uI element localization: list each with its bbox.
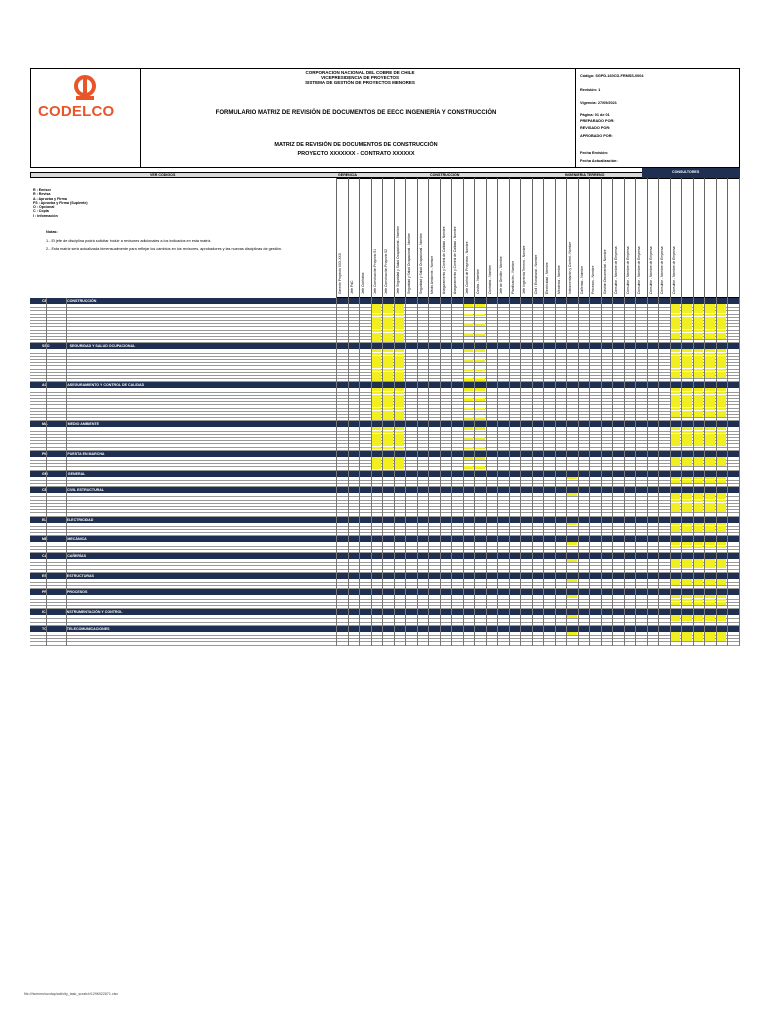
column-header: Consultor - Nombre de Empresa [614,246,618,294]
grid-line [727,298,728,646]
codelco-logo-icon [70,74,100,102]
section-code: CA [42,554,48,558]
section-name: TELECOMUNICACIONES [66,626,110,631]
column-divider [624,178,625,298]
column-divider [486,178,487,298]
grid-line [451,298,452,646]
matrix-cell-marked [394,339,405,342]
column-header: Planificación - Nombre [510,260,515,294]
column-divider [739,178,740,298]
column-divider [336,178,337,298]
section-name: ELECTRICIDAD [66,517,94,522]
column-header: Costos - Nombre [476,269,480,294]
matrix-cell-marked [371,378,382,381]
matrix-cell-marked [463,417,474,420]
column-header: Consultor - Nombre de Empresa [671,246,676,294]
grid-line [566,298,567,646]
grid-line [486,298,487,646]
section-name: CONSTRUCCIÓN [67,299,97,303]
legend-item: C : Copia [33,209,49,214]
column-header: Civil / Estructural - Nombre [533,254,538,294]
matrix-cell-marked [474,447,485,450]
column-divider [371,178,372,298]
grid-line [474,298,475,646]
section-name: INSTRUMENTACIÓN Y CONTROL [65,610,123,615]
column-header: Gerente Proyecto XXX-XXX [338,252,342,294]
column-divider [509,178,510,298]
matrix-cell-marked [394,466,405,469]
section-code: MA [42,422,48,427]
consultores-label: CONSULTORES [672,170,700,174]
grid-line [578,298,579,646]
column-divider [428,178,429,298]
column-header: Gestión Documental - Nombre [602,249,607,294]
column-divider [348,178,349,298]
matrix-cell-marked [382,447,393,450]
matrix-cell-marked [382,466,393,469]
matrix-cell-marked [371,417,382,420]
grid-line [624,298,625,646]
matrix-cell-marked [371,339,382,342]
grid-line [463,298,464,646]
column-header: Jefe Construcción Proyecto 02 [384,249,388,294]
section-name: SEGURIDAD Y SALUD OCUPACIONAL [69,344,136,349]
column-divider [601,178,602,298]
gerencia-label: GERENCIA [338,173,357,177]
grid-line [670,298,671,646]
aprobado-por: APROBADO POR: [580,134,613,138]
column-divider [693,178,694,298]
fecha-actualizacion: Fecha Actualización: [580,159,618,163]
grid-line [589,298,590,646]
matrix-cell-marked [382,378,393,381]
grid-line [739,298,740,646]
column-divider [382,178,383,298]
section-name: CIVIL ESTRUCTURAL [67,488,105,493]
matrix-cell-marked [474,378,485,381]
notes-heading: Notas: [46,230,58,234]
column-header: Jefe PdC [349,280,354,294]
column-header: Aseguramiento y Control de Calidad - Nombre [453,226,457,294]
column-header: Medio Ambiente - Nombre [430,255,434,294]
column-divider [359,178,360,298]
legend-item: R : Revisa [33,192,51,197]
grid-line [612,298,613,646]
section-name: GENERAL [67,471,86,476]
column-header: Instrumentación y Control - Nombre [568,241,572,294]
column-header: Electricidad - Nombre [545,262,549,294]
grid-line [440,298,441,646]
column-header: Jefe Seguridad y Salud Ocupacional - Nombre [395,226,400,294]
column-header: Aseguramiento y Control de Calidad - Nombre [441,226,446,294]
notes [46,230,296,252]
grid-line [693,298,694,646]
column-divider [670,178,671,298]
vigencia: Vigencia: 27/09/2021 [580,101,617,105]
footer-path: file:///scenes/scrdap/activity_task_scratch/1296922871.xlsx [24,992,119,996]
column-divider [497,178,498,298]
column-header: Jefe Control de Proyectos - Nombre [464,241,469,294]
column-divider [474,178,475,298]
grid-line [66,298,67,646]
form-title: FORMULARIO MATRIZ DE REVISIÓN DE DOCUMENTOS DE EECC INGENIERÍA Y CONSTRUCCIÓN [215,110,497,116]
section-name: MECÁNICA [67,537,87,542]
column-divider [440,178,441,298]
column-divider [555,178,556,298]
column-divider [704,178,705,298]
legend-item: A : Aprueba y Firma [33,196,67,201]
matrix-cell-marked [463,378,474,381]
section-code: TC [42,626,47,631]
ver-codigos-label: VER CÓDIGOS [150,173,176,177]
column-header: Jefe de Gestión - Nombre [499,256,503,294]
legend [33,188,88,218]
grid-line [532,298,533,646]
legend-item: O : Opcional [33,205,55,210]
column-header: Jefe Ingeniería Terreno - Nombre [522,245,526,294]
grid-line [428,298,429,646]
matrix-cell-marked [382,339,393,342]
column-divider [635,178,636,298]
column-divider [394,178,395,298]
matrix-subtitle: PROYECTO XXXXXXX - CONTRATO XXXXXX [297,151,415,157]
section-code: IC [42,610,46,615]
grid-line [46,298,47,646]
grid-line [647,298,648,646]
column-divider [417,178,418,298]
note-1: 1.- El jefe de disciplina podrá solicitar incluir a revisores adicionales a los indicados en esta matriz. [46,238,212,243]
grid-line [417,298,418,646]
grid-line [601,298,602,646]
column-header: Seguridad y Salud Ocupacional - Nombre [407,233,411,294]
column-header: Consultor - Nombre de Empresa [660,246,664,294]
column-header: Seguridad y Salud Ocupacional - Nombre [418,233,423,294]
fecha-emision: Fecha Emisión: [580,151,609,155]
matrix-cell-marked [371,466,382,469]
column-divider [578,178,579,298]
table-row [30,641,740,645]
grid-line [716,298,717,646]
logo-text: CODELCO [38,103,115,120]
column-divider [681,178,682,298]
column-divider [727,178,728,298]
grid-line [348,298,349,646]
grid-line [704,298,705,646]
section-code: EL [42,517,47,522]
grid-line [509,298,510,646]
section-code: ES [42,573,47,578]
matrix-title: MATRIZ DE REVISIÓN DE DOCUMENTOS DE CONSTRUCCIÓN [274,142,438,148]
legend-item: I : Información [33,213,58,218]
column-divider [520,178,521,298]
section-name: CAÑERÍAS [67,554,86,558]
construccion-label: CONSTRUCCIÓN [430,173,460,177]
column-header: Consultor - Nombre de Empresa [637,246,641,294]
column-divider [612,178,613,298]
section-code: CE [42,488,47,493]
grid-line [555,298,556,646]
matrix-cell-marked [382,417,393,420]
grid-line [405,298,406,646]
grid-line [359,298,360,646]
column-divider [658,178,659,298]
column-divider [566,178,567,298]
column-divider [463,178,464,298]
column-divider [647,178,648,298]
grid-line [382,298,383,646]
section-name: MEDIO AMBIENTE [67,422,100,427]
grid-line [658,298,659,646]
matrix-cell-marked [394,447,405,450]
column-header: Contratos - Nombre [487,265,492,294]
column-divider [589,178,590,298]
section-code: PM [42,451,48,456]
grid-line [635,298,636,646]
matrix-cell-marked [394,417,405,420]
legend-item: FS : Aprueba y Firma (Suplente) [33,200,88,205]
grid-line [543,298,544,646]
column-header: Jefe Contratos [361,272,365,294]
section-name: PROCESOS [67,590,88,595]
grid-line [336,298,337,646]
section-name: PUESTA EN MARCHA [67,451,105,456]
section-code: AC [42,383,48,388]
section-code: ME [42,537,48,542]
section-code: SSO [42,344,50,349]
matrix-cell-marked [474,466,485,469]
section-name: ESTRUCTURAS [66,573,94,578]
matrix-cell-marked [474,417,485,420]
grid-line [497,298,498,646]
section-code: CE [42,299,47,303]
matrix-cell-marked [463,466,474,469]
column-header: Jefe Construcción Proyecto 01 [372,249,377,294]
note-2: 2.- Esta matriz será actualizada bimensualmente para reflejar los cambios en los revisores, aprobadores y las nuevas disciplinas de gestión. [46,247,282,252]
matrix-cell-marked [394,378,405,381]
grid-line [681,298,682,646]
column-header: Consultor - Nombre de Empresa [648,246,653,294]
revision: Revisión: 1 [580,88,601,92]
revisado-por: REVISADO POR: [580,126,611,130]
column-header: Procesos - Nombre [591,265,595,294]
column-header: Consultor - Nombre de Empresa [625,246,630,294]
section-name: ASEGURAMIENTO Y CONTROL DE CALIDAD [67,383,145,388]
column-header: Cañerías - Nombre [579,265,584,294]
org-line-3: SISTEMA DE GESTIÓN DE PROYECTOS MENORES [305,80,415,85]
org-line-2: VICEPRESIDENCIA DE PROYECTOS [320,75,400,80]
column-header: Mecánica - Nombre [556,265,561,294]
column-divider [451,178,452,298]
column-divider [532,178,533,298]
section-code: PR [42,590,47,595]
column-divider [543,178,544,298]
grid-line [394,298,395,646]
grid-line [371,298,372,646]
legend-item: R : Emisor [33,188,51,192]
ingenieria-label: INGENIERIA TERRENO [565,173,605,177]
codigo: Código: SGPD-160CD-FRMSS-0004 [580,74,644,78]
grid-line [520,298,521,646]
preparado-por: PREPARADO POR: [580,119,615,123]
org-line-1: CORPORACION NACIONAL DEL COBRE DE CHILE [305,70,415,75]
column-divider [716,178,717,298]
column-divider [405,178,406,298]
pagina: Página: 01 de 01 [580,113,610,117]
section-code: GM [42,471,48,476]
matrix-cell-marked [371,447,382,450]
matrix-cell-marked [463,447,474,450]
